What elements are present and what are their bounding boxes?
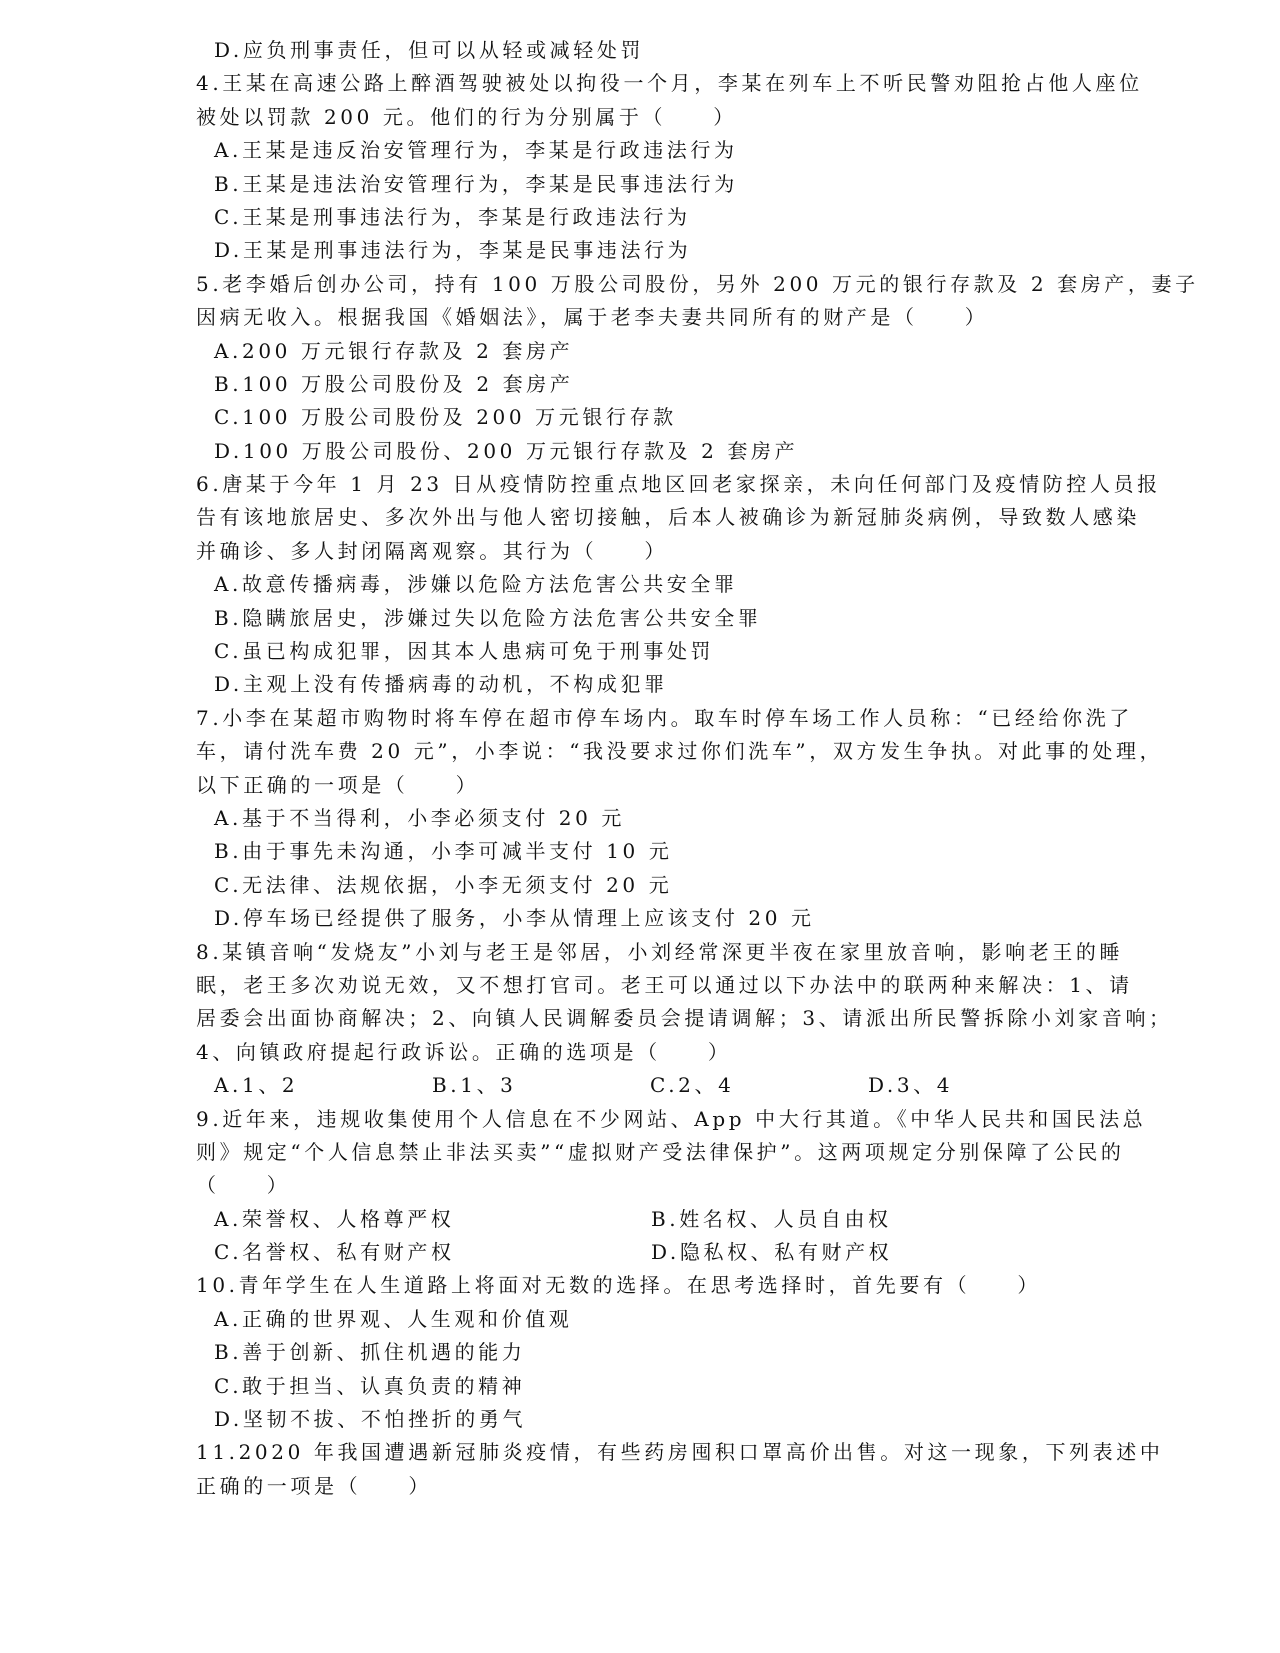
q11-stem-line: 11.2020 年我国遭遇新冠肺炎疫情，有些药房囤积口罩高价出售。对这一现象，下列表述中: [196, 1440, 1164, 1465]
q4-stem-line: 4.王某在高速公路上醉酒驾驶被处以拘役一个月，李某在列车上不听民警劝阻抢占他人座位: [196, 71, 1143, 96]
question-10: [196, 1269, 1088, 1436]
question-8: [196, 936, 1173, 1103]
q6-stem-line: 并确诊、多人封闭隔离观察。其行为（ ）: [196, 538, 668, 563]
q10-option-c: C.敢于担当、认真负责的精神: [214, 1373, 526, 1398]
q4-option-c: C.王某是刑事违法行为，李某是行政违法行为: [214, 204, 691, 229]
q7-option-c: C.无法律、法规依据，小李无须支付 20 元: [214, 872, 673, 897]
q5-option-d: D.100 万股公司股份、200 万元银行存款及 2 套房产: [214, 438, 799, 463]
q8-stem-line: 4、向镇政府提起行政诉讼。正确的选项是（ ）: [196, 1039, 732, 1064]
question-6: [196, 468, 1161, 702]
q6-option-c: C.虽已构成犯罪，因其本人患病可免于刑事处罚: [214, 639, 715, 664]
q10-stem-line: 10.青年学生在人生道路上将面对无数的选择。在思考选择时，首先要有（ ）: [196, 1273, 1042, 1298]
q9-stem-line: 9.近年来，违规收集使用个人信息在不少网站、App 中大行其道。《中华人民共和国民法总: [196, 1106, 1147, 1131]
q5-option-c: C.100 万股公司股份及 200 万元银行存款: [214, 405, 677, 430]
q3-option-d: D.应负刑事责任，但可以从轻或减轻处罚: [214, 38, 645, 62]
q9-options-row: [196, 1236, 1088, 1269]
question-4: [196, 67, 1143, 267]
q6-option-a: A.故意传播病毒，涉嫌以危险方法危害公共安全罪: [214, 572, 738, 597]
q8-option-b: B.1、3: [432, 1073, 517, 1098]
q4-option-a: A.王某是违反治安管理行为，李某是行政违法行为: [214, 138, 738, 163]
q9-option-d: D.隐私权、私有财产权: [651, 1240, 893, 1265]
q9-option-b: B.姓名权、人员自由权: [651, 1206, 892, 1231]
q7-option-a: A.基于不当得利，小李必须支付 20 元: [214, 805, 625, 830]
q8-stem-line: 8.某镇音响“发烧友”小刘与老王是邻居，小刘经常深更半夜在家里放音响，影响老王的睡: [196, 939, 1124, 964]
q9-option-a: A.荣誉权、人格尊严权: [214, 1206, 455, 1231]
q11-stem-line: 正确的一项是（ ）: [196, 1473, 432, 1498]
q6-option-b: B.隐瞒旅居史，涉嫌过失以危险方法危害公共安全罪: [214, 605, 762, 630]
q10-option-b: B.善于创新、抓住机遇的能力: [214, 1340, 526, 1365]
q9-option-c: C.名誉权、私有财产权: [214, 1240, 455, 1265]
q5-stem-line: 5.老李婚后创办公司，持有 100 万股公司股份，另外 200 万元的银行存款及 2 套房产，妻子: [196, 271, 1199, 296]
q9-stem-line: （ ）: [196, 1173, 291, 1198]
q4-option-d: D.王某是刑事违法行为，李某是民事违法行为: [214, 238, 692, 263]
q5-stem-line: 因病无收入。根据我国《婚姻法》，属于老李夫妻共同所有的财产是（ ）: [196, 305, 989, 330]
q4-option-b: B.王某是违法治安管理行为，李某是民事违法行为: [214, 171, 738, 196]
q7-stem-line: 车，请付洗车费 20 元”，小李说：“我没要求过你们洗车”，双方发生争执。对此事的处理，: [196, 739, 1164, 764]
exam-page: [196, 34, 1199, 1503]
q8-option-c: C.2、4: [650, 1073, 735, 1098]
q5-option-a: A.200 万元银行存款及 2 套房产: [214, 338, 574, 363]
q4-stem-line: 被处以罚款 200 元。他们的行为分别属于（ ）: [196, 104, 737, 129]
q8-option-a: A.1、2: [214, 1073, 299, 1098]
q6-stem-line: 告有该地旅居史、多次外出与他人密切接触，后本人被确诊为新冠肺炎病例，导致数人感染: [196, 505, 1140, 530]
q8-option-d: D.3、4: [868, 1073, 954, 1098]
q9-stem-line: 则》规定“个人信息禁止非法买卖”“虚拟财产受法律保护”。这两项规定分别保障了公民的: [196, 1139, 1125, 1164]
q7-option-d: D.停车场已经提供了服务，小李从情理上应该支付 20 元: [214, 906, 815, 931]
question-11: [196, 1436, 1164, 1503]
q10-option-a: A.正确的世界观、人生观和价值观: [214, 1306, 573, 1331]
q7-option-b: B.由于事先未沟通，小李可减半支付 10 元: [214, 839, 673, 864]
q8-options-row: [196, 1069, 1088, 1102]
q7-stem-line: 以下正确的一项是（ ）: [196, 772, 480, 797]
q10-option-d: D.坚韧不拔、不怕挫折的勇气: [214, 1407, 527, 1432]
question-9: [196, 1103, 1147, 1270]
question-7: [196, 702, 1164, 936]
q9-options-row: [196, 1203, 1088, 1236]
question-5: [196, 268, 1199, 468]
q7-stem-line: 7.小李在某超市购物时将车停在超市停车场内。取车时停车场工作人员称：“已经给你洗了: [196, 705, 1133, 730]
q8-stem-line: 居委会出面协商解决；2、向镇人民调解委员会提请调解；3、请派出所民警拆除小刘家音响；: [196, 1006, 1173, 1031]
q6-stem-line: 6.唐某于今年 1 月 23 日从疫情防控重点地区回老家探亲，未向任何部门及疫情防控人员报: [196, 472, 1161, 497]
q6-option-d: D.主观上没有传播病毒的动机，不构成犯罪: [214, 672, 668, 697]
q8-stem-line: 眠，老王多次劝说无效，又不想打官司。老王可以通过以下办法中的联两种来解决：1、请: [196, 972, 1133, 997]
q5-option-b: B.100 万股公司股份及 2 套房产: [214, 371, 574, 396]
